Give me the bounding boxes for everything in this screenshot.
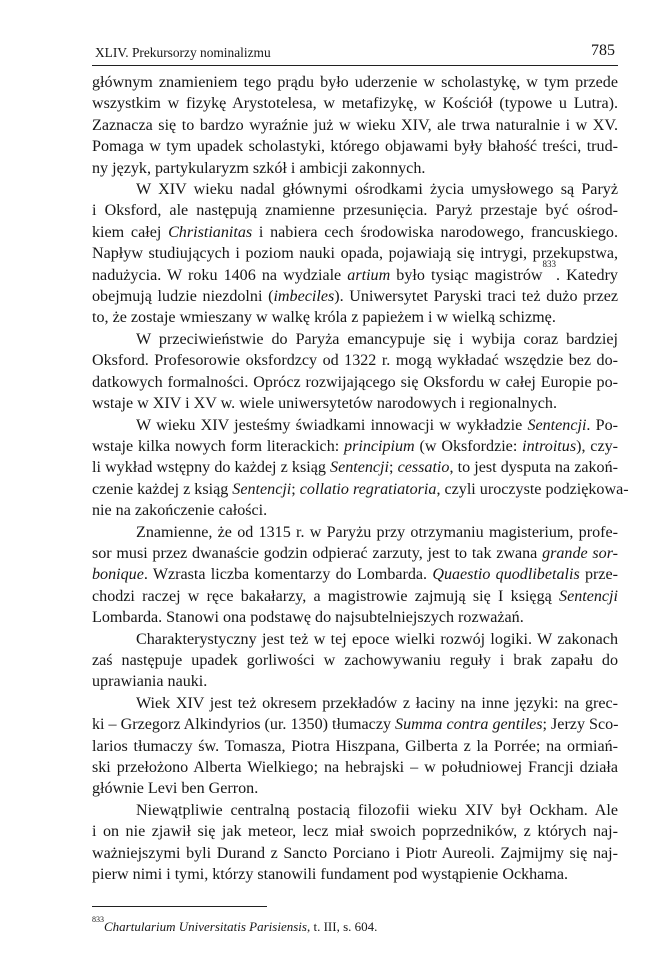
text-line bbox=[92, 393, 618, 414]
text-line bbox=[92, 307, 618, 328]
text-run: było tysiąc magistrów bbox=[390, 266, 543, 284]
italic-term: introitus bbox=[522, 437, 577, 455]
text-line bbox=[92, 350, 618, 371]
text-run: W wieku XIV jesteśmy świadkami innowacji w wykładzie bbox=[136, 416, 528, 434]
body-text bbox=[92, 72, 629, 885]
text-line bbox=[92, 821, 618, 842]
text-run: ważniejszymi byli Durand z Sancto Porciano i Piotr Aureoli. Zajmijmy się naj- bbox=[92, 844, 618, 862]
text-run: zaś następuje upadek gorliwości w zachowywaniu reguły i brak zapału do bbox=[92, 651, 618, 669]
italic-term: imbeciles bbox=[273, 288, 335, 306]
text-line bbox=[92, 259, 618, 286]
text-run: i Oksford, ale następują znamienne przesunięcia. Paryż przestaje być ośrod- bbox=[92, 202, 618, 220]
text-line bbox=[92, 564, 618, 585]
text-run: Oksford. Profesorowie oksfordzcy od 1322 r. mogą wykładać wszędzie bez do- bbox=[92, 352, 618, 370]
text-run: Wiek XIV jest też okresem przekładów z łaciny na inne języki: na grec- bbox=[136, 694, 618, 712]
text-line bbox=[92, 372, 618, 393]
text-run: ). Uniwersytet Paryski traci też dużo przez bbox=[334, 288, 618, 306]
text-run: li wykład wstępny do każdej z ksiąg bbox=[92, 459, 331, 477]
paragraph bbox=[92, 800, 618, 886]
italic-term: principium bbox=[344, 437, 415, 455]
text-line bbox=[92, 757, 618, 778]
paragraph bbox=[92, 522, 618, 629]
text-run: datkowych formalności. Oprócz rozwijającego się Oksfordu w całej Europie po- bbox=[92, 373, 618, 391]
paragraph bbox=[92, 179, 618, 329]
text-run: i on nie zjawił się jak meteor, lecz miał swoich poprzedników, z których naj- bbox=[92, 823, 618, 841]
text-run: ; bbox=[291, 480, 300, 498]
text-line bbox=[92, 457, 618, 478]
paragraph bbox=[92, 415, 629, 522]
text-run: ; Jerzy Sco- bbox=[542, 716, 619, 734]
text-line bbox=[92, 607, 618, 628]
text-line bbox=[92, 671, 618, 692]
text-run: to, że zostaje wmieszany w walkę króla z papieżem i w wielką schizmę. bbox=[92, 309, 556, 327]
text-line bbox=[92, 693, 618, 714]
text-run: prze- bbox=[579, 566, 618, 584]
text-line bbox=[92, 115, 618, 136]
text-run: , to jest dysputa na zakoń- bbox=[449, 459, 618, 477]
text-run: ny język, partykularyzm szkół i ambicji zakonnych. bbox=[92, 159, 426, 177]
text-line bbox=[92, 800, 618, 821]
running-header bbox=[95, 40, 615, 68]
text-line bbox=[92, 93, 618, 114]
text-line bbox=[92, 222, 618, 243]
italic-term: Quaestio quodlibetalis bbox=[432, 566, 580, 584]
paragraph bbox=[92, 329, 618, 415]
text-line bbox=[92, 650, 618, 671]
text-run: ; bbox=[389, 459, 398, 477]
italic-term: Sentencji bbox=[330, 459, 389, 477]
text-line bbox=[92, 72, 618, 93]
footnote-rest: , t. III, s. 604. bbox=[306, 919, 378, 934]
text-line bbox=[92, 158, 618, 179]
text-run: Napływ studiujących i poziom nauki opada, pojawiają się intrygi, przekupstwa, bbox=[92, 245, 618, 263]
footnote-rule bbox=[92, 906, 267, 907]
text-run: wstaje kilka nowych form literackich: bbox=[92, 437, 345, 455]
text-line bbox=[92, 329, 618, 350]
footnote-marker: 833 bbox=[92, 914, 104, 924]
text-run: głównym znamieniem tego prądu było uderzenie w scholastykę, w tym przede bbox=[92, 74, 618, 91]
text-line bbox=[92, 629, 618, 650]
footnote bbox=[92, 914, 618, 936]
paragraph bbox=[92, 693, 618, 800]
text-line bbox=[92, 778, 618, 799]
italic-term: Sentencji bbox=[527, 416, 587, 434]
text-run: sor musi przez dwanaście godzin odpierać zarzuty, jest to tak zwana bbox=[92, 544, 543, 562]
text-line bbox=[92, 864, 618, 885]
text-line bbox=[92, 243, 618, 264]
text-run: . Katedry bbox=[556, 266, 618, 284]
text-line bbox=[92, 436, 618, 457]
text-run: nadużycia. W roku 1406 na wydziale bbox=[92, 266, 348, 284]
text-line bbox=[92, 136, 618, 157]
text-line bbox=[92, 479, 629, 500]
text-run: chodzi raczej w ręce bakałarzy, a magistrowie zajmują się I księgą bbox=[92, 587, 560, 605]
text-run: larios tłumaczy św. Tomasza, Piotra Hiszpana, Gilberta z la Porrée; na ormiań- bbox=[92, 737, 618, 755]
italic-term: cessatio bbox=[397, 459, 450, 477]
paragraph bbox=[92, 629, 618, 693]
running-title: XLIV. Prekursorzy nominalizmu bbox=[95, 45, 271, 60]
text-run: , czyli uroczyste podziękowa- bbox=[436, 480, 629, 498]
text-run: kiem całej bbox=[92, 223, 169, 241]
text-run: . Po- bbox=[586, 416, 619, 434]
text-line bbox=[92, 843, 618, 864]
text-run: uprawiania nauki. bbox=[92, 673, 208, 691]
italic-term: Sentencji bbox=[232, 480, 292, 498]
text-run: Znamienne, że od 1315 r. w Paryżu przy otrzymaniu magisterium, profe- bbox=[136, 523, 618, 541]
italic-term: grande sor- bbox=[542, 544, 618, 562]
text-line bbox=[92, 200, 618, 221]
text-run: Lombarda. Stanowi ona podstawę do najsubtelniejszych rozważań. bbox=[92, 609, 524, 627]
italic-term: collatio regratiatoria bbox=[299, 480, 437, 498]
text-run: ski przełożono Alberta Wielkiego; na hebrajski – w południowej Francji działa bbox=[92, 759, 618, 776]
italic-term: Christianitas bbox=[168, 223, 253, 241]
italic-term: Summa contra gentiles bbox=[395, 716, 543, 734]
text-line bbox=[92, 500, 618, 521]
text-run: wszystkim w fizykę Arystotelesa, w metafizykę, w Kościół (typowe u Lutra). bbox=[92, 95, 618, 113]
paragraph bbox=[92, 72, 618, 179]
italic-term: artium bbox=[347, 266, 391, 284]
text-run: Niewątpliwie centralną postacią filozofii wieku XIV był Ockham. Ale bbox=[136, 801, 618, 819]
text-line bbox=[92, 179, 618, 200]
text-run: i nabiera cech środowiska narodowego, francuskiego. bbox=[252, 223, 618, 241]
footnote-title: Chartularium Universitatis Parisiensis bbox=[104, 919, 307, 934]
text-run: Zaznacza się to bardzo wyraźnie już w wieku XIV, ale trwa naturalnie i w XV. bbox=[92, 116, 618, 134]
text-run: ), czy- bbox=[576, 437, 618, 455]
text-run: nie na zakończenie całości. bbox=[92, 502, 268, 520]
text-run: czenie każdej z ksiąg bbox=[92, 480, 233, 498]
text-run: obejmują ludzie niezdolni ( bbox=[92, 288, 274, 306]
italic-term: Sentencji bbox=[559, 587, 618, 605]
header-rule bbox=[92, 65, 618, 66]
text-line bbox=[92, 736, 618, 757]
text-line bbox=[92, 543, 618, 564]
italic-term: bonique bbox=[92, 566, 144, 584]
text-line bbox=[92, 714, 618, 735]
text-run: pierw nimi i tymi, którzy stanowili fundament pod wystąpienie Ockhama. bbox=[92, 866, 569, 884]
text-run: wstaje w XIV i XV w. wiele uniwersytetów narodowych i regionalnych. bbox=[92, 395, 557, 413]
text-line bbox=[92, 522, 618, 543]
text-line bbox=[92, 415, 618, 436]
footnote-reference: 833 bbox=[542, 259, 557, 270]
text-run: Pomaga w tym upadek scholastyki, którego objawami były błahość treści, trud- bbox=[92, 138, 618, 156]
text-run: W przeciwieństwie do Paryża emancypuje się i wybija coraz bardziej bbox=[136, 330, 618, 348]
text-run: W XIV wieku nadal głównymi ośrodkami życia umysłowego są Paryż bbox=[136, 181, 618, 199]
text-line bbox=[92, 586, 618, 607]
text-line bbox=[92, 286, 618, 307]
text-run: ki – Grzegorz Alkindyrios (ur. 1350) tłumaczy bbox=[92, 716, 396, 734]
text-run: Charakterystyczny jest też w tej epoce wielki rozwój logiki. W zakonach bbox=[136, 630, 618, 648]
text-run: (w Oksfordzie: bbox=[414, 437, 523, 455]
text-run: głównie Levi ben Gerron. bbox=[92, 780, 259, 798]
page-number: 785 bbox=[591, 42, 615, 59]
text-run: . Wzrasta liczba komentarzy do Lombarda. bbox=[143, 566, 433, 584]
